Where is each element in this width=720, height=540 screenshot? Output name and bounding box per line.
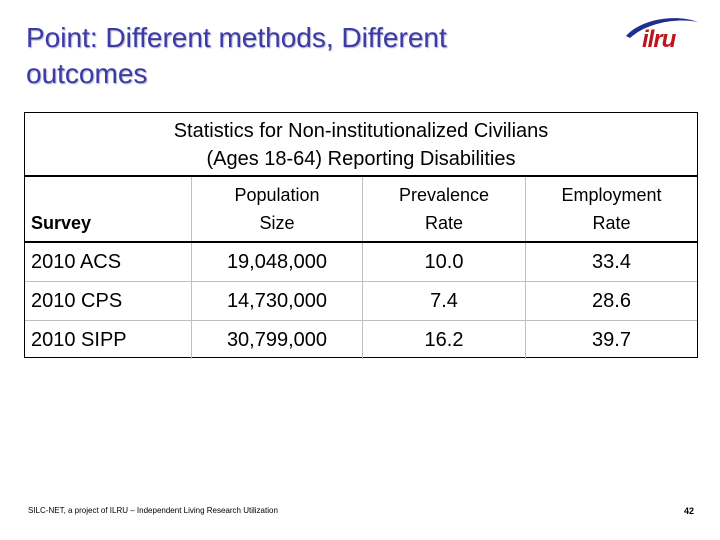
header-population-size	[192, 177, 363, 242]
cell-survey: 2010 ACS	[25, 242, 192, 282]
table-row	[25, 282, 697, 321]
ilru-logo	[622, 14, 700, 54]
cell-population-size: 14,730,000	[192, 282, 363, 321]
table-row	[25, 242, 697, 282]
logo-text: ilru	[642, 26, 676, 53]
header-prevalence-line-1: Prevalence	[398, 185, 490, 205]
header-prevalence-line-2: Rate	[424, 213, 464, 233]
data-table	[25, 177, 697, 359]
disability-statistics-table	[24, 112, 698, 358]
footer-credit: SILC-NET, a project of ILRU – Independent Living Research Utilization	[28, 506, 278, 515]
page-title-line-1: Point: Different methods, Different	[26, 22, 447, 53]
cell-employment-rate: 33.4	[526, 242, 698, 282]
header-employment-line-1: Employment	[561, 185, 662, 205]
header-survey	[25, 177, 192, 242]
page-title-line-2: outcomes	[26, 58, 148, 89]
cell-employment-rate: 28.6	[526, 282, 698, 321]
table-caption-line-2: (Ages 18-64) Reporting Disabilities	[206, 148, 516, 170]
cell-prevalence-rate: 7.4	[363, 282, 526, 321]
header-employment-line-2: Rate	[592, 213, 631, 233]
header-employment-rate	[526, 177, 698, 242]
cell-survey: 2010 SIPP	[25, 321, 192, 360]
header-population-line-2: Size	[259, 213, 295, 233]
cell-survey: 2010 CPS	[25, 282, 192, 321]
header-survey-label: Survey	[31, 213, 92, 233]
table-row	[25, 321, 697, 360]
table-caption	[25, 113, 697, 177]
cell-prevalence-rate: 10.0	[363, 242, 526, 282]
header-population-line-1: Population	[234, 185, 320, 205]
cell-prevalence-rate: 16.2	[363, 321, 526, 360]
cell-population-size: 30,799,000	[192, 321, 363, 360]
cell-population-size: 19,048,000	[192, 242, 363, 282]
page-number: 42	[683, 506, 694, 516]
cell-employment-rate: 39.7	[592, 328, 631, 351]
table-caption-line-1: Statistics for Non-institutionalized Civilians	[173, 120, 549, 142]
header-prevalence-rate	[363, 177, 526, 242]
table-header-row	[25, 177, 697, 242]
page-title	[26, 20, 606, 92]
